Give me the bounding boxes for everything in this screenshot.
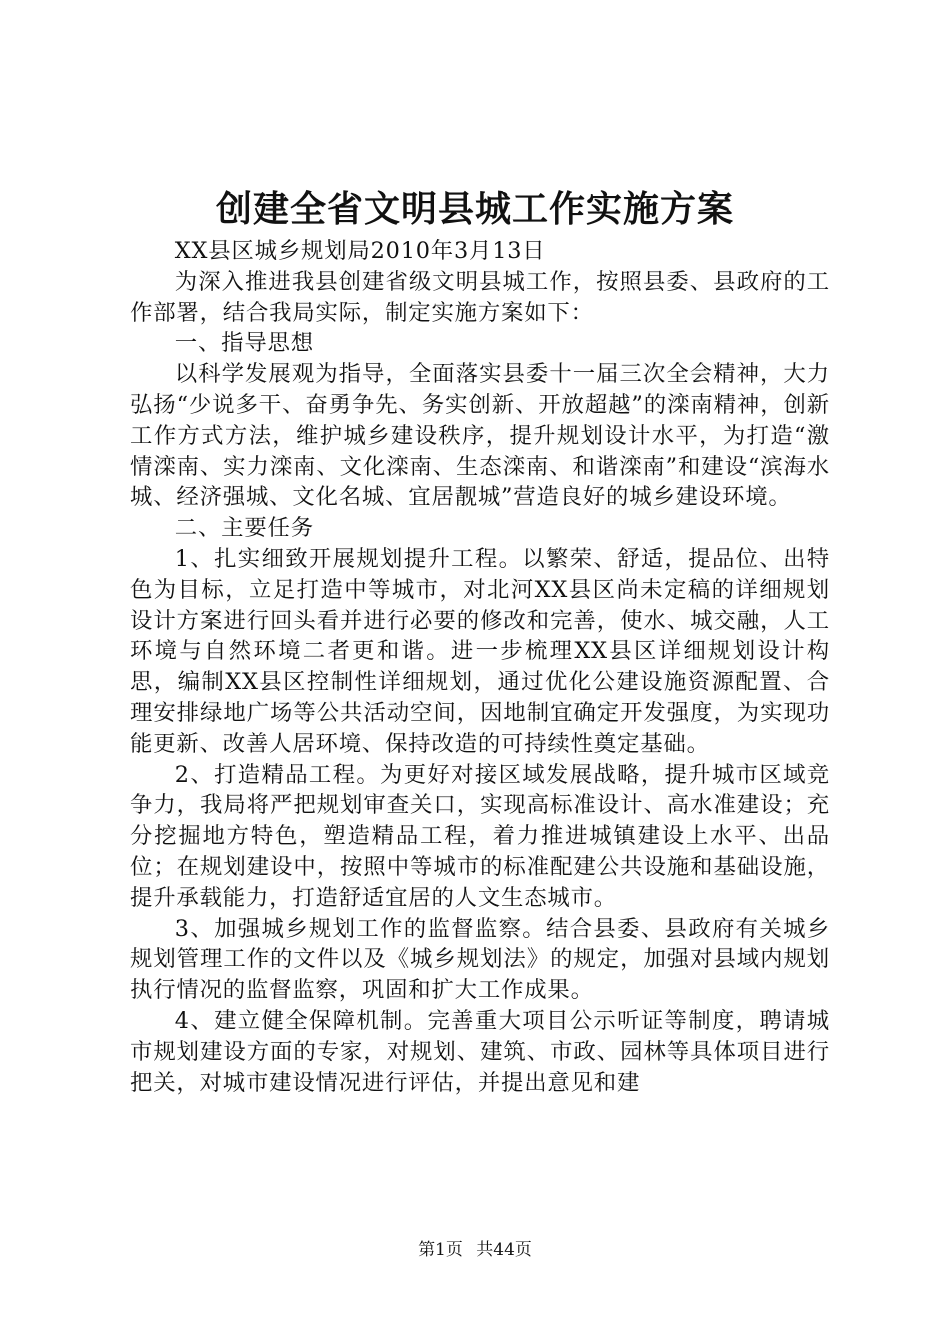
- intro-paragraph: 为深入推进我县创建省级文明县城工作，按照县委、县政府的工作部署，结合我局实际，制定实施方案如下：: [130, 268, 830, 326]
- page-number: 第1页: [418, 1240, 463, 1260]
- page-total: 共44页: [476, 1240, 532, 1260]
- document-body: [130, 236, 830, 1098]
- document-title: 创建全省文明县城工作实施方案: [215, 188, 734, 230]
- section-heading-main-tasks: 二、主要任务: [174, 515, 314, 542]
- task-3-paragraph: 3、加强城乡规划工作的监督监察。结合县委、县政府有关城乡规划管理工作的文件以及《城乡规划法》的规定，加强对县域内规划执行情况的监督监察，巩固和扩大工作成果。: [130, 915, 830, 1004]
- task-1-paragraph: 1、扎实细致开展规划提升工程。以繁荣、舒适，提品位、出特色为目标，立足打造中等城市，对北河XX县区尚未定稿的详细规划设计方案进行回头看并进行必要的修改和完善，使水、城交融，人工环境与自然环境二者更和谐。进一步梳理XX县区详细规划设计构思，编制XX县区控制性详细规划，通过优化公建设施资源配置、合理安排绿地广场等公共活动空间，因地制宜确定开发强度，为实现功能更新、改善人居环境、保持改造的可持续性奠定基础。: [130, 545, 830, 757]
- task-2-paragraph: 2、打造精品工程。为更好对接区域发展战略，提升城市区域竞争力，我局将严把规划审查关口，实现高标准设计、高水准建设；充分挖掘地方特色，塑造精品工程，着力推进城镇建设上水平、出品位；在规划建设中，按照中等城市的标准配建公共设施和基础设施，提升承载能力，打造舒适宜居的人文生态城市。: [130, 761, 830, 911]
- section-heading-guiding-thought: 一、指导思想: [174, 330, 314, 357]
- task-4-paragraph: 4、建立健全保障机制。完善重大项目公示听证等制度，聘请城市规划建设方面的专家，对规划、建筑、市政、园林等具体项目进行把关，对城市建设情况进行评估，并提出意见和建: [130, 1007, 830, 1096]
- date-line: XX县区城乡规划局2010年3月13日: [174, 238, 546, 264]
- guiding-thought-paragraph: 以科学发展观为指导，全面落实县委十一届三次全会精神，大力弘扬“少说多干、奋勇争先、务实创新、开放超越”的滦南精神，创新工作方式方法，维护城乡建设秩序，提升规划设计水平，为打造“激情滦南、实力滦南、文化滦南、生态滦南、和谐滦南”和建设“滨海水城、经济强城、文化名城、宜居靓城”营造良好的城乡建设环境。: [130, 361, 830, 511]
- page-footer: [0, 1238, 950, 1262]
